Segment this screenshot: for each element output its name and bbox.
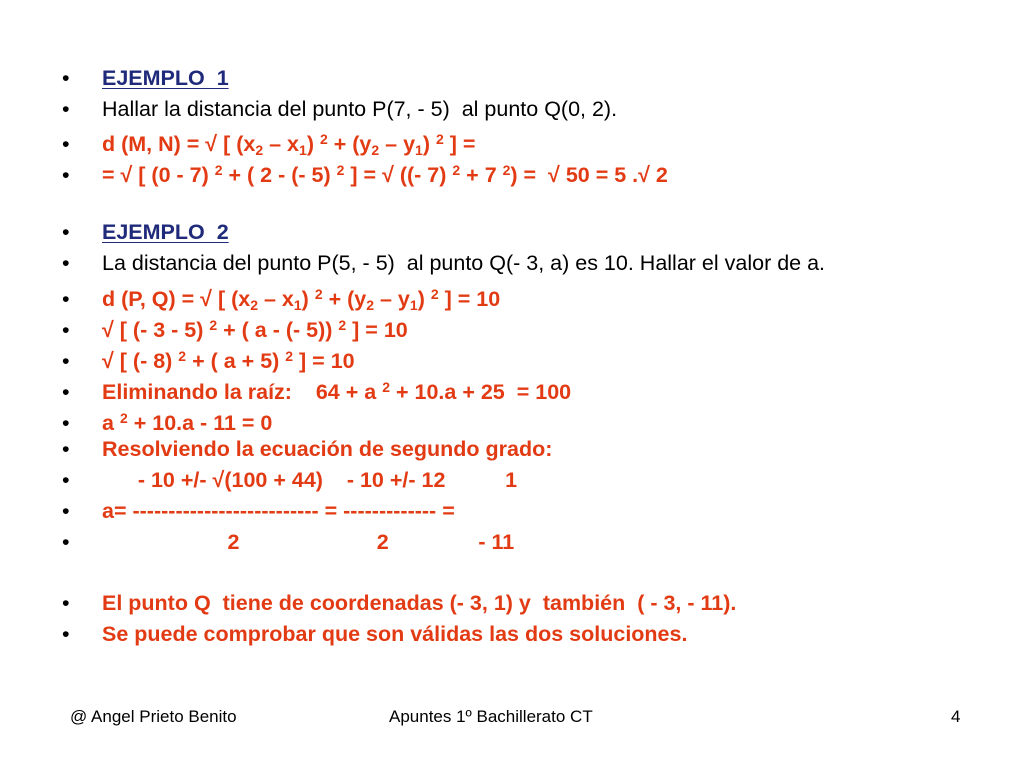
line-text [102, 530, 514, 554]
bullet-point: • [62, 437, 70, 461]
text-run: Hallar la distancia del punto P(7, - 5) al punto Q(0, 2). [102, 97, 618, 121]
superscript: 2 [285, 348, 294, 364]
text-run: + ( 2 - (- 5) [222, 163, 337, 187]
text-run: + 10.a - 11 = 0 [127, 411, 273, 435]
slide-line [62, 341, 355, 371]
superscript: 2 [502, 162, 511, 178]
text-run: ] = 10 [293, 349, 355, 373]
superscript: 2 [336, 162, 345, 178]
text-run: ) [417, 287, 431, 311]
text-run: + (y [327, 132, 372, 156]
text-run: = √ [ (0 - 7) [102, 163, 215, 187]
text-run: √ [ (- 8) [102, 349, 179, 373]
subscript: 2 [371, 142, 380, 158]
subscript: 2 [255, 142, 264, 158]
slide-line [62, 403, 272, 433]
footer-course: Apuntes 1º Bachillerato CT [389, 707, 593, 726]
text-run: ) = √ 50 = 5 .√ 2 [510, 163, 668, 187]
bullet-point: • [62, 132, 70, 156]
text-run: – y [379, 132, 416, 156]
bullet-point: • [62, 380, 70, 404]
bullet-point: • [62, 287, 70, 311]
line-text [102, 287, 500, 311]
subscript: 1 [415, 142, 423, 158]
text-run: d (P, Q) = √ [ (x [102, 287, 251, 311]
text-run: – x [258, 287, 294, 311]
slide-line [62, 124, 476, 158]
bullet-point: • [62, 251, 70, 275]
line-text [102, 411, 272, 435]
line-text [102, 468, 517, 492]
slide-line [62, 94, 617, 124]
superscript: 2 [338, 317, 347, 333]
text-run: - 10 +/- √(100 + 44) - 10 +/- 12 1 [102, 468, 518, 492]
line-text [102, 251, 825, 275]
text-run: La distancia del punto P(5, - 5) al punto Q(- 3, a) es 10. Hallar el valor de a. [102, 251, 826, 275]
subscript: 1 [409, 297, 418, 313]
text-run: a [102, 411, 120, 435]
slide-line [62, 588, 736, 618]
subscript: 1 [293, 297, 302, 313]
line-text [102, 499, 455, 523]
text-run: + ( a - (- 5)) [217, 318, 339, 342]
subscript: 1 [299, 142, 307, 158]
slide-line [62, 155, 668, 185]
slide-line [62, 279, 501, 313]
text-run: ] = 10 [438, 287, 501, 311]
bullet-point: • [62, 220, 70, 244]
line-text [102, 380, 571, 404]
superscript: 2 [214, 162, 223, 178]
superscript: 2 [430, 286, 439, 302]
text-run: ] = √ ((- 7) [344, 163, 453, 187]
superscript: 2 [314, 286, 323, 302]
text-run: ) [301, 287, 315, 311]
text-run: + ( a + 5) [186, 349, 286, 373]
footer-author: @ Angel Prieto Benito [70, 707, 237, 726]
line-text [102, 132, 475, 156]
text-run: Resolviendo la ecuación de segundo grado: [102, 437, 553, 461]
line-text [102, 437, 552, 461]
text-run: ] = 10 [346, 318, 408, 342]
superscript: 2 [319, 131, 328, 147]
slide-line [62, 434, 552, 464]
text-run: – y [374, 287, 410, 311]
text-run: ) [422, 132, 436, 156]
text-run: ] = [443, 132, 476, 156]
superscript: 2 [435, 131, 444, 147]
slide-line [62, 217, 229, 247]
slide-line [62, 248, 825, 278]
text-run: Se puede comprobar que son válidas las dos soluciones. [102, 622, 688, 646]
text-run: d (M, N) = √ [ (x [102, 132, 256, 156]
example-heading [102, 66, 229, 90]
text-run: + 10.a + 25 = 100 [390, 380, 572, 404]
slide-line [62, 496, 455, 526]
bullet-point: • [62, 318, 70, 342]
superscript: 2 [382, 379, 390, 395]
line-text [102, 318, 408, 342]
slide-line [62, 63, 229, 93]
bullet-point: • [62, 468, 70, 492]
text-run: 2 2 - 11 [102, 530, 515, 554]
bullet-point: • [62, 66, 70, 90]
line-text [102, 622, 687, 646]
slide-line [62, 372, 571, 402]
footer-page-number: 4 [951, 707, 961, 726]
bullet-point: • [62, 591, 70, 615]
bullet-point: • [62, 163, 70, 187]
line-text [102, 97, 617, 121]
text-run: a= -------------------------- = ------------- = [102, 499, 455, 523]
text-run: ) [306, 132, 320, 156]
bullet-point: • [62, 530, 70, 554]
line-text [102, 349, 355, 373]
superscript: 2 [178, 348, 187, 364]
text-run: + (y [322, 287, 367, 311]
example-heading [102, 220, 229, 244]
text-run: – x [263, 132, 300, 156]
superscript: 2 [452, 162, 461, 178]
slide-line [62, 527, 514, 557]
slide-line [62, 619, 687, 649]
text-run: √ [ (- 3 - 5) [102, 318, 210, 342]
line-text [102, 591, 736, 615]
text-run: EJEMPLO 2 [102, 220, 229, 244]
text-run: Eliminando la raíz: 64 + a [102, 380, 383, 404]
text-run: El punto Q tiene de coordenadas (- 3, 1) y también ( - 3, - 11). [102, 591, 737, 615]
superscript: 2 [209, 317, 218, 333]
subscript: 2 [250, 297, 258, 313]
slide-line [62, 465, 517, 495]
bullet-point: • [62, 622, 70, 646]
bullet-point: • [62, 411, 70, 435]
text-run: EJEMPLO 1 [102, 66, 229, 90]
text-run: + 7 [460, 163, 503, 187]
bullet-point: • [62, 349, 70, 373]
subscript: 2 [366, 297, 375, 313]
superscript: 2 [119, 410, 128, 426]
bullet-point: • [62, 97, 70, 121]
line-text [102, 163, 668, 187]
slide-line [62, 310, 408, 340]
bullet-point: • [62, 499, 70, 523]
